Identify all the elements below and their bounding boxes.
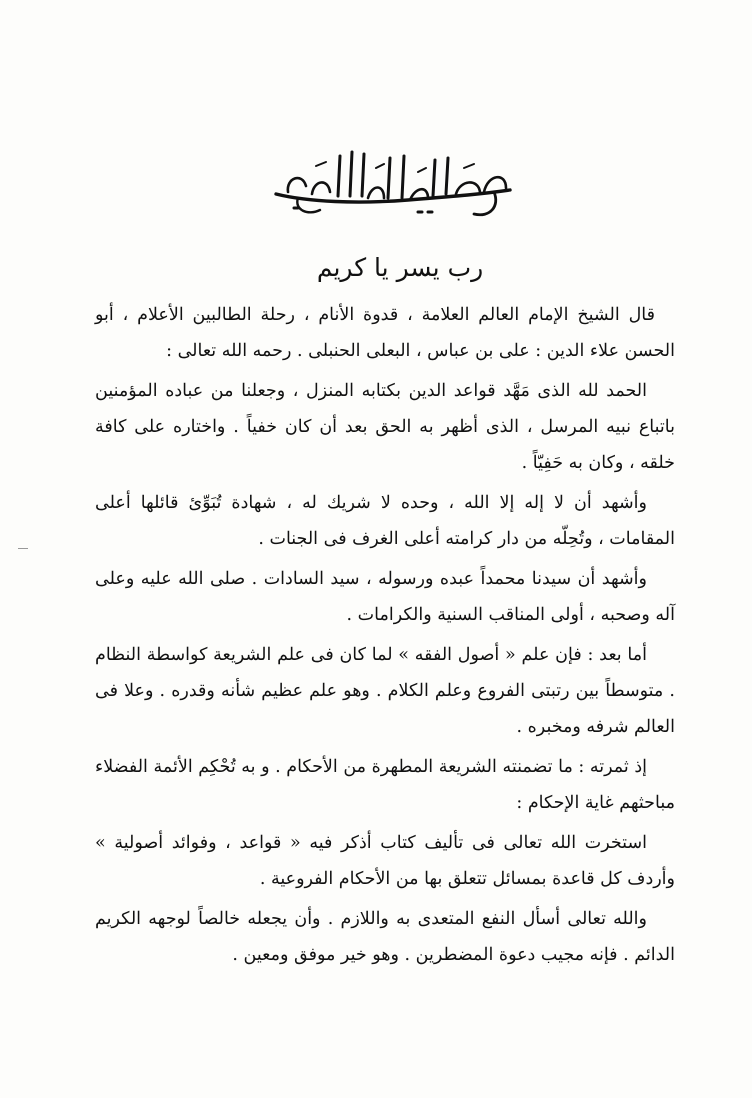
paragraph-dua: والله تعالى أسأل النفع المتعدى به واللازم . وأن يجعله خالصاً لوجهه الكريم الدائم . فإنه مجيب دعوة المضطرين . وهو خير موفق ومعين . (95, 909, 675, 965)
main-text (95, 297, 675, 977)
paragraph-shahada: وأشهد أن لا إله إلا الله ، وحده لا شريك له ، شهادة تُبَوِّئ قائلها أعلى المقامات ، وتُحِلّه من دار كرامته أعلى الغرف فى الجنات . (95, 493, 675, 549)
paragraph-intro: قال الشيخ الإمام العالم العلامة ، قدوة الأنام ، رحلة الطالبين الأعلام ، أبو الحسن علاء الدين : على بن عباس ، البعلى الحنبلى . رحمه الله تعالى : (95, 305, 675, 361)
paragraph-hamd: الحمد لله الذى مَهَّد قواعد الدين بكتابه المنزل ، وجعلنا من عباده المؤمنين باتباع نبيه المرسل ، الذى أظهر به الحق بعد أن كان خفياً . واختاره على كافة خلقه ، وكان به حَفِيّاً . (95, 381, 675, 473)
paragraph-istikhara: استخرت الله تعالى فى تأليف كتاب أذكر فيه « قواعد ، وفوائد أصولية » وأردف كل قاعدة بمسائل تتعلق بها من الأحكام الفروعية . (95, 833, 675, 889)
basmala-text: بسم الله الرحمن الرحيم (387, 221, 399, 222)
margin-mark (18, 548, 28, 549)
paragraph-thamara: إذ ثمرته : ما تضمنته الشريعة المطهرة من الأحكام . و به تُحْكِم الأئمة الفضلاء مباحثهم غاية الإحكام : (95, 757, 675, 813)
basmala-calligraphy (268, 142, 518, 222)
paragraph-salat: وأشهد أن سيدنا محمداً عبده ورسوله ، سيد السادات . صلى الله عليه وعلى آله وصحبه ، أولى المناقب السنية والكرامات . (95, 569, 675, 625)
invocation-line: رب يسر يا كريم (316, 253, 484, 282)
paragraph-amma-bad: أما بعد : فإن علم « أصول الفقه » لما كان فى علم الشريعة كواسطة النظام . متوسطاً بين رتبتى الفروع وعلم الكلام . وهو علم عظيم شأنه وقدره . وعلا فى العالم شرفه ومخبره . (95, 645, 675, 737)
